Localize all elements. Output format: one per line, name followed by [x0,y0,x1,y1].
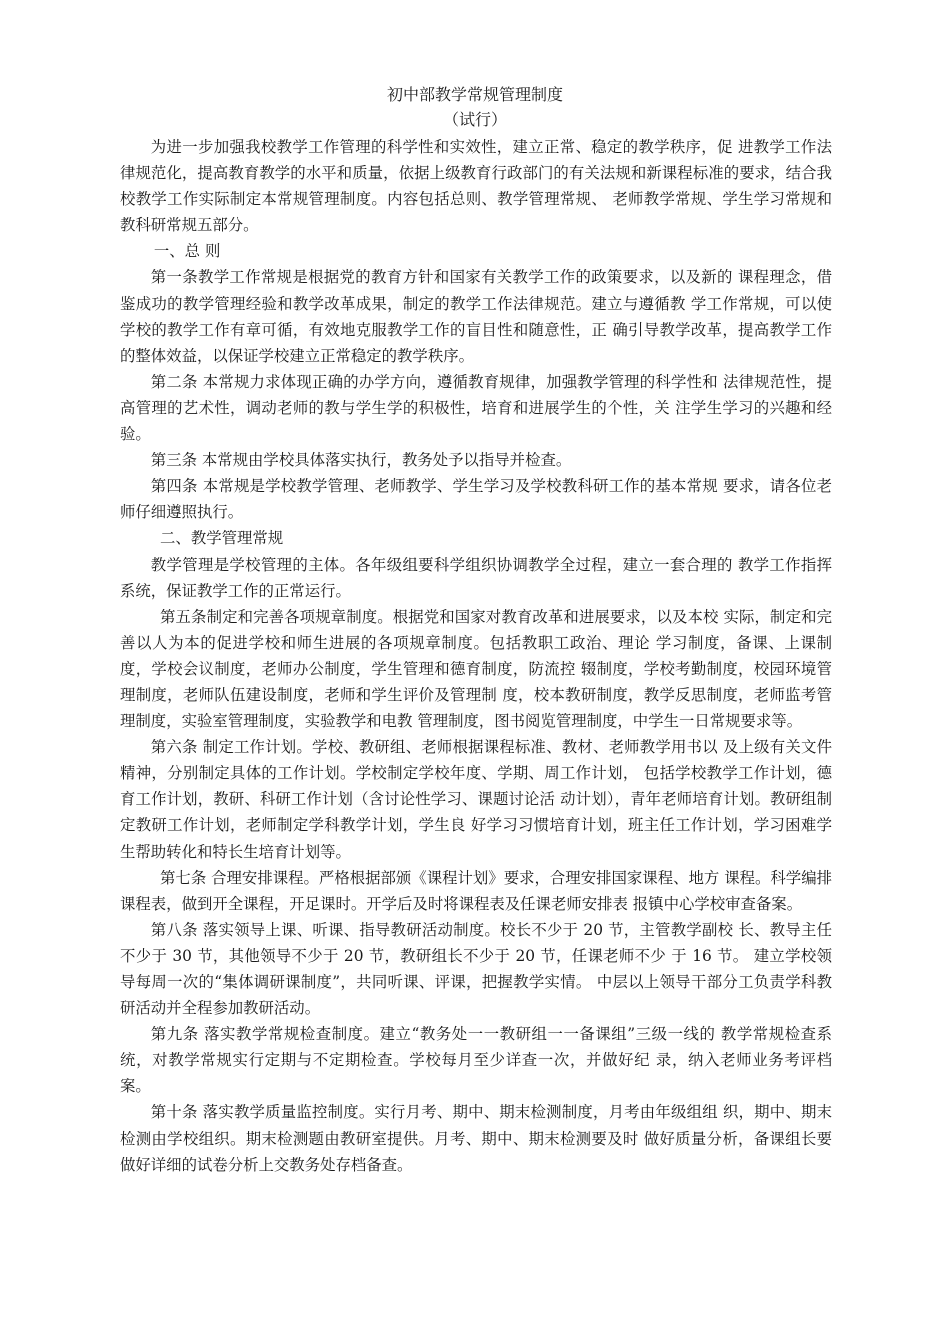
article-10: 第十条 落实教学质量监控制度。实行月考、期中、期末检测制度，月考由年级组组 织，期中、期末检测由学校组织。期末检测题由教研室提供。月考、期中、期末检测要及时 做好质量分析，备课组长要做好详细的试卷分析上交教务处存档备查。 [120,1103,832,1174]
article-6: 第六条 制定工作计划。学校、教研组、老师根据课程标准、教材、老师教学用书以 及上级有关文件精神，分别制定具体的工作计划。学校制定学校年度、学期、周工作计划， 包括学校教学工作计划，德育工作计划，教研、科研工作计划（含讨论性学习、课题讨论活 动计划），青年老师培育计划。教研组制定教研工作计划，老师制定学科教学计划，学生良 好学习习惯培育计划，班主任工作计划，学习困难学生帮助转化和特长生培育计划等。 [120,738,832,861]
article-8: 第八条 落实领导上课、听课、指导教研活动制度。校长不少于 20 节，主管教学副校 长、教导主任不少于 30 节，其他领导不少于 20 节，教研组长不少于 20 节，任课老师不少 于 16 节。 建立学校领导每周一次的“集体调研课制度”，共同听课、评课，把握教学实情。 中层以上领导干部分工负责学科教研活动并全程参加教研活动。 [120,920,832,1018]
article-9: 第九条 落实教学常规检查制度。建立“教务处一一教研组一一备课组”三级一线的 教学常规检查系统，对教学常规实行定期与不定期检查。学校每月至少详查一次，并做好纪 录，纳入老师业务考评档案。 [120,1025,832,1096]
management-intro: 教学管理是学校管理的主体。各年级组要科学组织协调教学全过程，建立一套合理的 教学工作指挥系统，保证教学工作的正常运行。 [120,555,832,600]
intro-paragraph: 为进一步加强我校教学工作管理的科学性和实效性，建立正常、稳定的教学秩序，促 进教学工作法律规范化，提高教育教学的水平和质量，依据上级教育行政部门的有关法规和新课程标准的要求，结合我校教学工作实际制定本常规管理制度。内容包括总则、教学管理常规、 老师教学常规、学生学习常规和教科研常规五部分。 [120,138,832,235]
article-5: 第五条制定和完善各项规章制度。根据党和国家对教育改革和进展要求，以及本校 实际，制定和完善以人为本的促进学校和师生进展的各项规章制度。包括教职工政治、理论 学习制度，备课、上课制度，学校会议制度，老师办公制度，学生管理和德育制度，防流控 辍制度，学校考勤制度，校园环境管理制度，老师队伍建设制度，老师和学生评价及管理制 度，校本教研制度，教学反思制度，老师监考管理制度，实验室管理制度，实验教学和电教 管理制度，图书阅览管理制度，中学生一日常规要求等。 [120,607,832,731]
article-7: 第七条 合理安排课程。严格根据部颁《课程计划》要求，合理安排国家课程、地方 课程。科学编排课程表，做到开全课程，开足课时。开学后及时将课程表及任课老师安排表 报镇中心学校审查备案。 [120,868,832,913]
section-heading-general: 一、总 则 [153,242,221,261]
article-3: 第三条 本常规由学校具体落实执行，教务处予以指导并检查。 [150,451,572,470]
article-1: 第一条教学工作常规是根据党的教育方针和国家有关教学工作的政策要求，以及新的 课程理念，借鉴成功的教学管理经验和教学改革成果，制定的教学工作法律规范。建立与遵循教 学工作常规，可以使学校的教学工作有章可循，有效地克服教学工作的盲目性和随意性，正 确引导教学改革，提高教学工作的整体效益，以保证学校建立正常稳定的教学秩序。 [120,268,832,365]
article-2: 第二条 本常规力求体现正确的办学方向，遵循教育规律，加强教学管理的科学性和 法律规范性，提高管理的艺术性，调动老师的教与学生学的积极性，培育和进展学生的个性，关 注学生学习的兴趣和经验。 [120,372,832,444]
article-4: 第四条 本常规是学校教学管理、老师教学、学生学习及学校教科研工作的基本常规 要求，请各位老师仔细遵照执行。 [120,477,832,522]
document-body [120,134,832,1178]
section-heading-management: 二、教学管理常规 [160,529,284,548]
document-subtitle: （试行） [442,110,507,129]
document-title: 初中部教学常规管理制度 [386,85,563,104]
